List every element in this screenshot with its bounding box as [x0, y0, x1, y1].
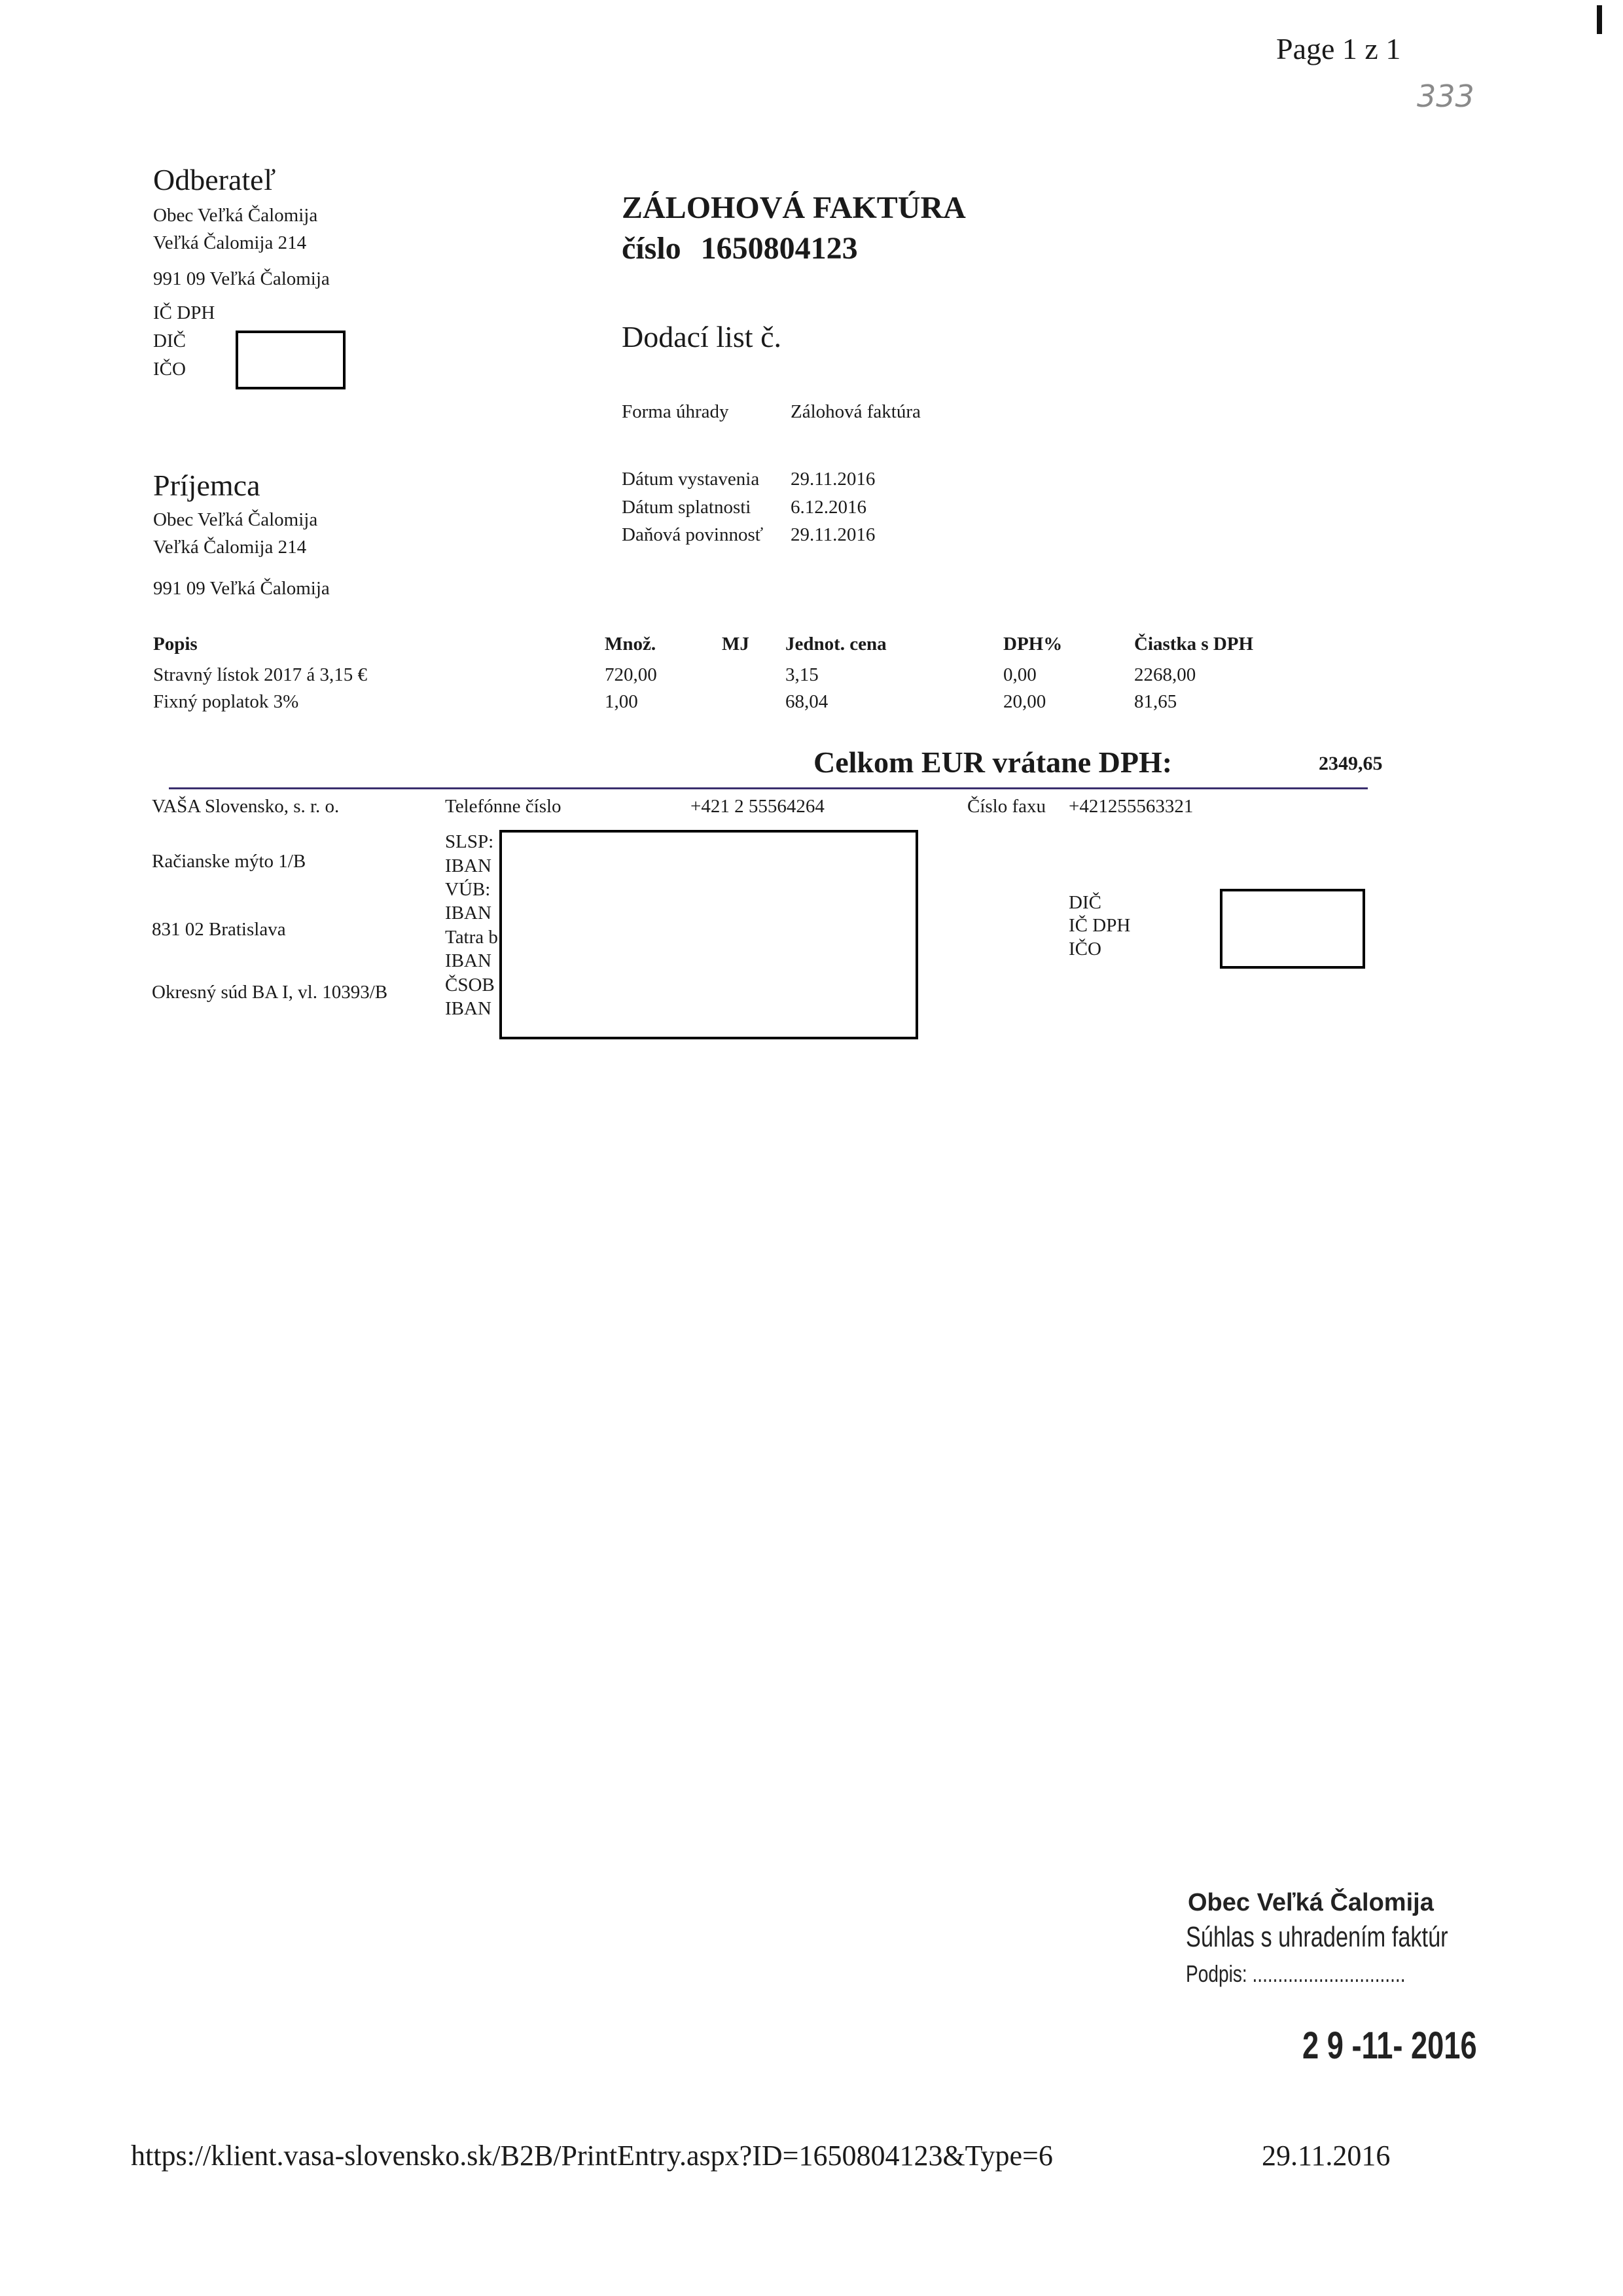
total-label: Celkom EUR vrátane DPH: — [813, 745, 1173, 779]
phone-label: Telefónne číslo — [445, 796, 562, 817]
total-divider-line — [169, 787, 1368, 789]
row-2-unit-price: 68,04 — [785, 691, 829, 712]
bank-line-1: SLSP: — [445, 831, 494, 852]
buyer-street: Veľká Čalomija 214 — [153, 232, 307, 253]
buyer-city: 991 09 Veľká Čalomija — [153, 268, 330, 289]
supplier-dic-label: DIČ — [1069, 892, 1101, 913]
supplier-ic-dph-label: IČ DPH — [1069, 915, 1131, 936]
supplier-city: 831 02 Bratislava — [152, 919, 286, 940]
bank-line-2: IBAN — [445, 855, 491, 876]
buyer-ico-label: IČO — [153, 359, 186, 380]
row-1-vat: 0,00 — [1003, 664, 1037, 685]
bank-redaction-box — [499, 830, 918, 1039]
col-header-amount: Čiastka s DPH — [1134, 634, 1254, 655]
col-header-desc: Popis — [153, 634, 198, 655]
invoice-number — [622, 230, 858, 266]
row-1-amount: 2268,00 — [1134, 664, 1196, 685]
fax-value: +421255563321 — [1069, 796, 1194, 817]
row-2-vat: 20,00 — [1003, 691, 1046, 712]
supplier-name: VAŠA Slovensko, s. r. o. — [152, 796, 340, 817]
row-2-qty: 1,00 — [605, 691, 638, 712]
scan-edge-mark — [1597, 5, 1602, 34]
buyer-heading: Odberateľ — [153, 163, 276, 196]
col-header-qty: Množ. — [605, 634, 656, 655]
buyer-ic-dph-label: IČ DPH — [153, 302, 215, 323]
row-2-desc: Fixný poplatok 3% — [153, 691, 299, 712]
row-2-amount: 81,65 — [1134, 691, 1177, 712]
col-header-unit-price: Jednot. cena — [785, 634, 887, 655]
buyer-redaction-box — [236, 331, 346, 389]
invoice-number-value: 1650804123 — [700, 231, 858, 266]
due-date-value: 6.12.2016 — [791, 497, 866, 518]
col-header-vat: DPH% — [1003, 634, 1063, 655]
stamp-line-1: Obec Veľká Čalomija — [1188, 1889, 1434, 1916]
recipient-street: Veľká Čalomija 214 — [153, 537, 307, 558]
bank-line-6: IBAN — [445, 950, 491, 971]
invoice-number-label: číslo — [622, 231, 681, 266]
bank-line-3: VÚB: — [445, 879, 491, 900]
supplier-street: Račianske mýto 1/B — [152, 851, 306, 872]
bank-line-4: IBAN — [445, 903, 491, 924]
row-1-unit-price: 3,15 — [785, 664, 819, 685]
delivery-note-label: Dodací list č. — [622, 320, 781, 353]
bank-line-8: IBAN — [445, 998, 491, 1019]
tax-date-label: Daňová povinnosť — [622, 524, 764, 545]
buyer-name: Obec Veľká Čalomija — [153, 205, 318, 226]
page-label: Page 1 z 1 — [1276, 32, 1401, 65]
tax-date-value: 29.11.2016 — [791, 524, 876, 545]
recipient-name: Obec Veľká Čalomija — [153, 509, 318, 530]
total-value: 2349,65 — [1319, 753, 1383, 774]
issue-date-value: 29.11.2016 — [791, 469, 876, 490]
stamp-line-2: Súhlas s uhradením faktúr — [1186, 1921, 1448, 1953]
due-date-label: Dátum splatnosti — [622, 497, 751, 518]
footer-date: 29.11.2016 — [1262, 2140, 1391, 2172]
invoice-title: ZÁLOHOVÁ FAKTÚRA — [622, 190, 966, 225]
fax-label: Číslo faxu — [967, 796, 1046, 817]
phone-value: +421 2 55564264 — [690, 796, 825, 817]
stamp-line-3: Podpis: .............................. — [1186, 1960, 1406, 1987]
bank-line-7: ČSOB — [445, 975, 495, 996]
footer-url: https://klient.vasa-slovensko.sk/B2B/PrintEntry.aspx?ID=1650804123&Type=6 — [131, 2140, 1053, 2172]
row-1-desc: Stravný lístok 2017 á 3,15 € — [153, 664, 368, 685]
issue-date-label: Dátum vystavenia — [622, 469, 760, 490]
supplier-redaction-box — [1220, 889, 1365, 969]
supplier-ico-label: IČO — [1069, 939, 1101, 960]
supplier-court: Okresný súd BA I, vl. 10393/B — [152, 982, 388, 1003]
row-1-qty: 720,00 — [605, 664, 657, 685]
payment-form-label: Forma úhrady — [622, 401, 729, 422]
bank-line-5: Tatra b — [445, 927, 498, 948]
recipient-heading: Príjemca — [153, 469, 260, 502]
handwritten-number: 333 — [1417, 79, 1474, 114]
payment-form-value: Zálohová faktúra — [791, 401, 921, 422]
buyer-dic-label: DIČ — [153, 331, 186, 351]
col-header-unit: MJ — [722, 634, 749, 655]
recipient-city: 991 09 Veľká Čalomija — [153, 578, 330, 599]
stamp-date: 2 9 -11- 2016 — [1302, 2024, 1477, 2067]
